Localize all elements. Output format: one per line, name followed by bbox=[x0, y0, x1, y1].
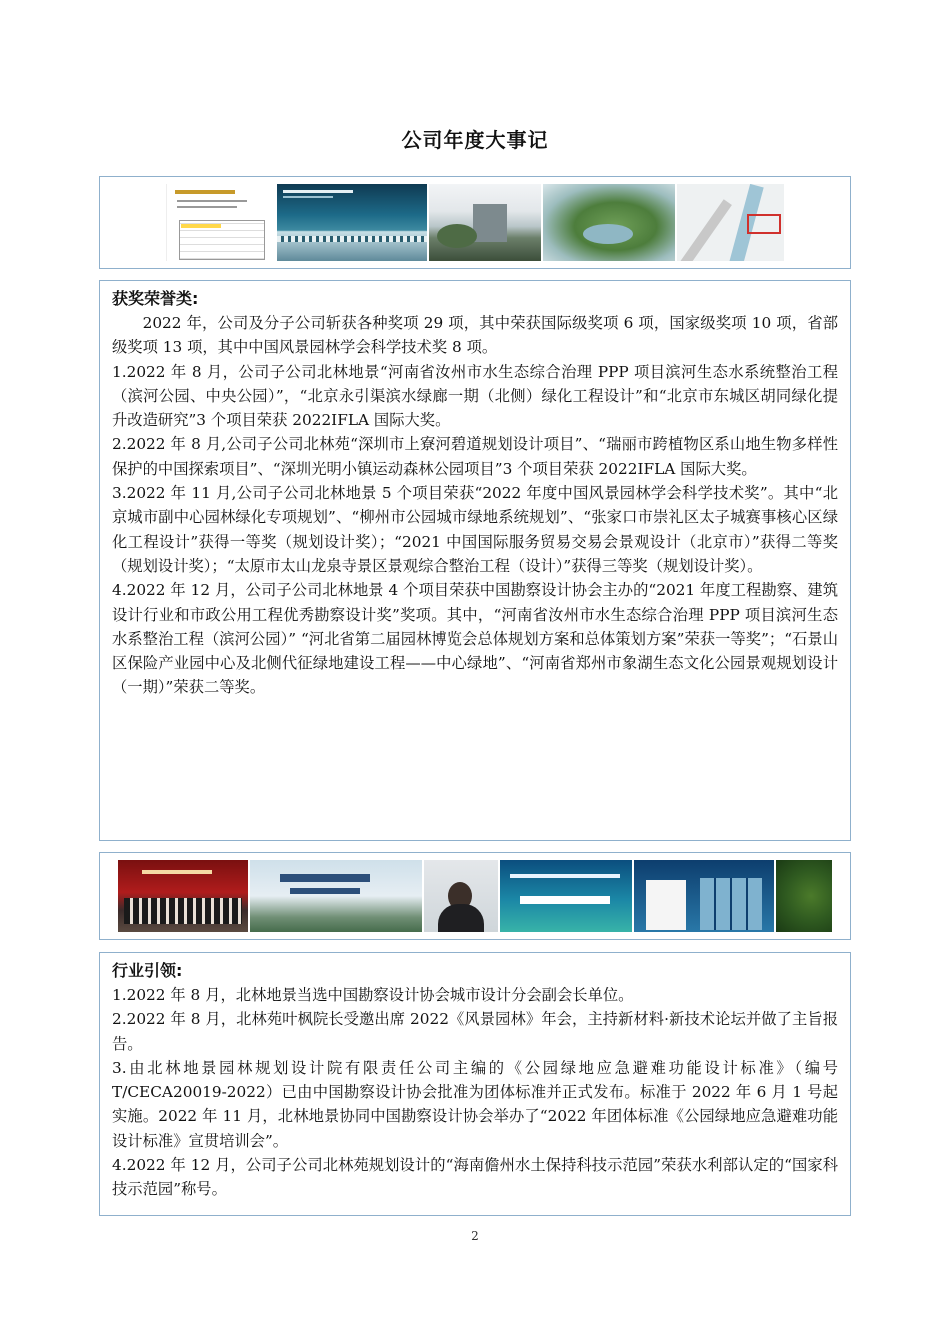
awards-heading: 获奖荣誉类: bbox=[112, 289, 199, 308]
awards-item: 4.2022 年 12 月，公司子公司北林地景 4 个项目荣获中国勘察设计协会主办的“2021 年度工程勘察、建筑设计行业和市政公用工程优秀勘察设计奖”奖项。其中，“河南省汝州市水生态综合治理 PPP 项目滨河生态水系整治工程（滨河公园）” “河北省第二届园林博览会总体规划方案和总体策划方案”荣获一等奖”；“石景山区保险产业园中心及北侧代征绿地建设工程——中心绿地”、“河南省郑州市象湖生态文化公园景观规划设计（一期）”荣获二等奖。 bbox=[112, 581, 838, 697]
smart-monitoring-slide-photo bbox=[250, 860, 422, 932]
standard-cover-slide-photo bbox=[500, 860, 632, 932]
page-title: 公司年度大事记 bbox=[401, 128, 549, 152]
award-certificate-photo bbox=[166, 184, 275, 261]
awards-item: 1.2022 年 8 月，公司子公司北林地景“河南省汝州市水生态综合治理 PPP 项目滨河生态水系统整治工程（滨河公园、中央公园）”，“北京永引渠滨水绿廊一期（北侧）绿化工程设计”和“北京市东城区胡同绿化提升改造研究”3 个项目荣获 2022IFLA 国际大奖。 bbox=[112, 362, 838, 430]
speaker-video-photo bbox=[424, 860, 498, 932]
biodiversity-poster-photo bbox=[277, 184, 427, 261]
training-meeting-slide-photo bbox=[634, 860, 774, 932]
industry-item: 4.2022 年 12 月，公司子公司北林苑规划设计的“海南儋州水土保持科技示范园”荣获水利部认定的“国家科技示范园”称号。 bbox=[112, 1156, 838, 1199]
conference-group-photo bbox=[118, 860, 248, 932]
industry-heading: 行业引领: bbox=[112, 961, 183, 980]
awards-item: 3.2022 年 11 月,公司子公司北林地景 5 个项目荣获“2022 年度中国风景园林学会科学技术奖”。其中“北京城市副中心园林绿化专项规划”、“柳州市公园城市绿地系统规划”、“张家口市崇礼区太子城赛事核心区绿化工程设计”获得一等奖（规划设计奖）；“2021 中国国际服务贸易交易会景观设计（北京市）”获得二等奖（规划设计奖）；“太原市太山龙泉寺景区景观综合整治工程（设计）”获得三等奖（规划设计奖）。 bbox=[112, 484, 838, 575]
park-mist-photo bbox=[429, 184, 541, 261]
industry-item: 3.由北林地景园林规划设计院有限责任公司主编的《公园绿地应急避难功能设计标准》（编号 T/CECA20019-2022）已由中国勘察设计协会批准为团体标准并正式发布。标准于 2022 年 6 月 1 号起实施。2022 年 11 月，北林地景协同中国勘察设计协会举办了“2022 年团体标准《公园绿地应急避难功能设计标准》宣贯培训会”。 bbox=[112, 1058, 838, 1150]
page-number: 2 bbox=[471, 1229, 479, 1243]
photo-strip-frame-top bbox=[99, 176, 851, 269]
photo-strip-frame-middle bbox=[99, 852, 851, 940]
industry-section bbox=[99, 952, 851, 1216]
awards-summary: 2022 年，公司及分子公司斩获各种奖项 29 项，其中荣获国际级奖项 6 项，国家级奖项 10 项，省部级奖项 13 项，其中中国风景园林学会科学技术奖 8 项。 bbox=[112, 314, 838, 357]
aerial-park-render-photo bbox=[543, 184, 675, 261]
demonstration-park-aerial-photo bbox=[776, 860, 832, 932]
project-map-photo bbox=[677, 184, 784, 261]
awards-item: 2.2022 年 8 月,公司子公司北林苑“深圳市上寮河碧道规划设计项目”、“瑞丽市跨植物区系山地生物多样性保护的中国探索项目”、“深圳光明小镇运动森林公园项目”3 个项目荣获 2022IFLA 国际大奖。 bbox=[112, 435, 838, 478]
industry-item: 2.2022 年 8 月，北林苑叶枫院长受邀出席 2022《风景园林》年会，主持新材料·新技术论坛并做了主旨报告。 bbox=[112, 1010, 838, 1053]
awards-section bbox=[99, 280, 851, 841]
industry-item: 1.2022 年 8 月，北林地景当选中国勘察设计协会城市设计分会副会长单位。 bbox=[112, 986, 634, 1004]
